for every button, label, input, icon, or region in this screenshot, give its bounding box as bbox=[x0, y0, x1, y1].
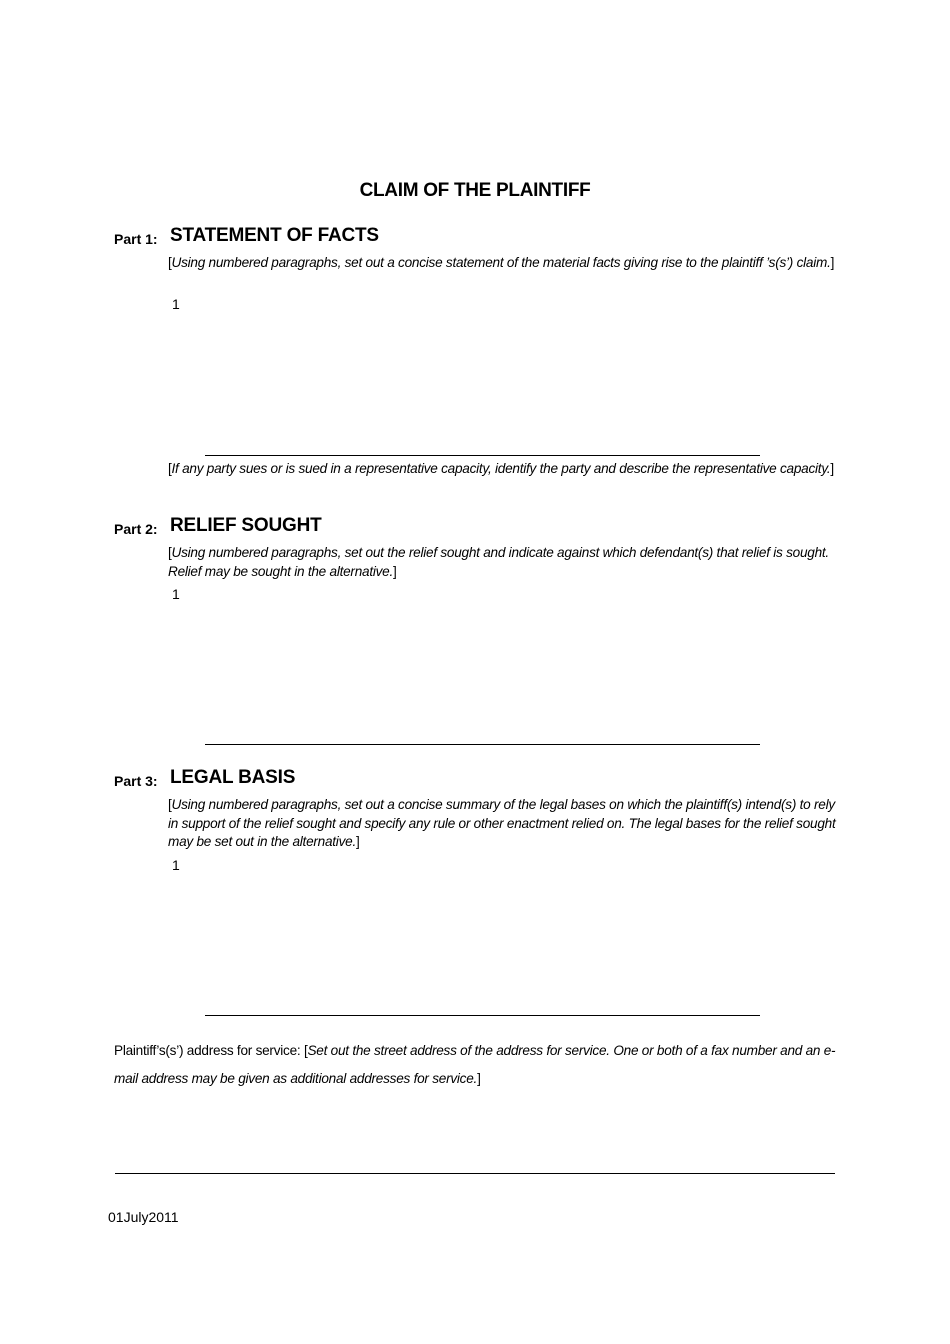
part-2-paragraph-number: 1 bbox=[172, 586, 180, 602]
part-2-heading: RELIEF SOUGHT bbox=[170, 515, 322, 536]
service-instruction-text: Set out the street address of the address for service. One or both of a fax number and an e-mail address may be given as additional addresses for service. bbox=[114, 1043, 836, 1086]
open-bracket: [ bbox=[168, 545, 172, 560]
open-bracket: [ bbox=[168, 255, 172, 270]
document-title: CLAIM OF THE PLAINTIFF bbox=[359, 180, 591, 201]
close-bracket: ] bbox=[355, 834, 360, 849]
open-bracket: [ bbox=[303, 1043, 308, 1058]
address-for-service bbox=[114, 1037, 854, 1093]
open-bracket: [ bbox=[168, 461, 172, 476]
open-bracket: [ bbox=[168, 797, 172, 812]
part-2-label: Part 2: bbox=[114, 521, 158, 537]
footer-divider bbox=[115, 1173, 835, 1174]
part-3-instruction bbox=[168, 796, 844, 852]
part-1-paragraph-number: 1 bbox=[172, 296, 180, 312]
instruction-text: Using numbered paragraphs, set out the relief sought and indicate against which defendant(s) that relief is sought. Relief may be sought in the alternative. bbox=[168, 545, 829, 579]
part-2-divider bbox=[205, 744, 760, 745]
close-bracket: ] bbox=[830, 461, 834, 476]
service-label: Plaintiff’s(s’) address for service: bbox=[114, 1043, 304, 1058]
part-3-heading: LEGAL BASIS bbox=[170, 767, 296, 788]
part-2-instruction bbox=[168, 544, 844, 581]
part-3-label: Part 3: bbox=[114, 773, 158, 789]
footer-date: 01July2011 bbox=[108, 1209, 179, 1225]
instruction-text: Using numbered paragraphs, set out a concise statement of the material facts giving rise to the plaintiff ’s(s’) claim. bbox=[171, 255, 831, 270]
part-1-divider bbox=[205, 455, 760, 456]
close-bracket: ] bbox=[830, 255, 835, 270]
part-1-label: Part 1: bbox=[114, 231, 158, 247]
close-bracket: ] bbox=[477, 1071, 481, 1086]
instruction-text: If any party sues or is sued in a representative capacity, identify the party and describe the representative capacity. bbox=[171, 461, 831, 476]
part-3-divider bbox=[205, 1015, 760, 1016]
part-3-paragraph-number: 1 bbox=[172, 857, 180, 873]
instruction-text: Using numbered paragraphs, set out a concise summary of the legal bases on which the plaintiff(s) intend(s) to rely in support of the relief sought and specify any rule or other enactment relied on. The legal bases for the relief sought may be set out in the alternative. bbox=[168, 797, 836, 849]
close-bracket: ] bbox=[393, 563, 397, 579]
part-1-instruction bbox=[168, 254, 844, 273]
part-1-heading: STATEMENT OF FACTS bbox=[170, 225, 379, 246]
representative-capacity-instruction bbox=[168, 460, 844, 479]
